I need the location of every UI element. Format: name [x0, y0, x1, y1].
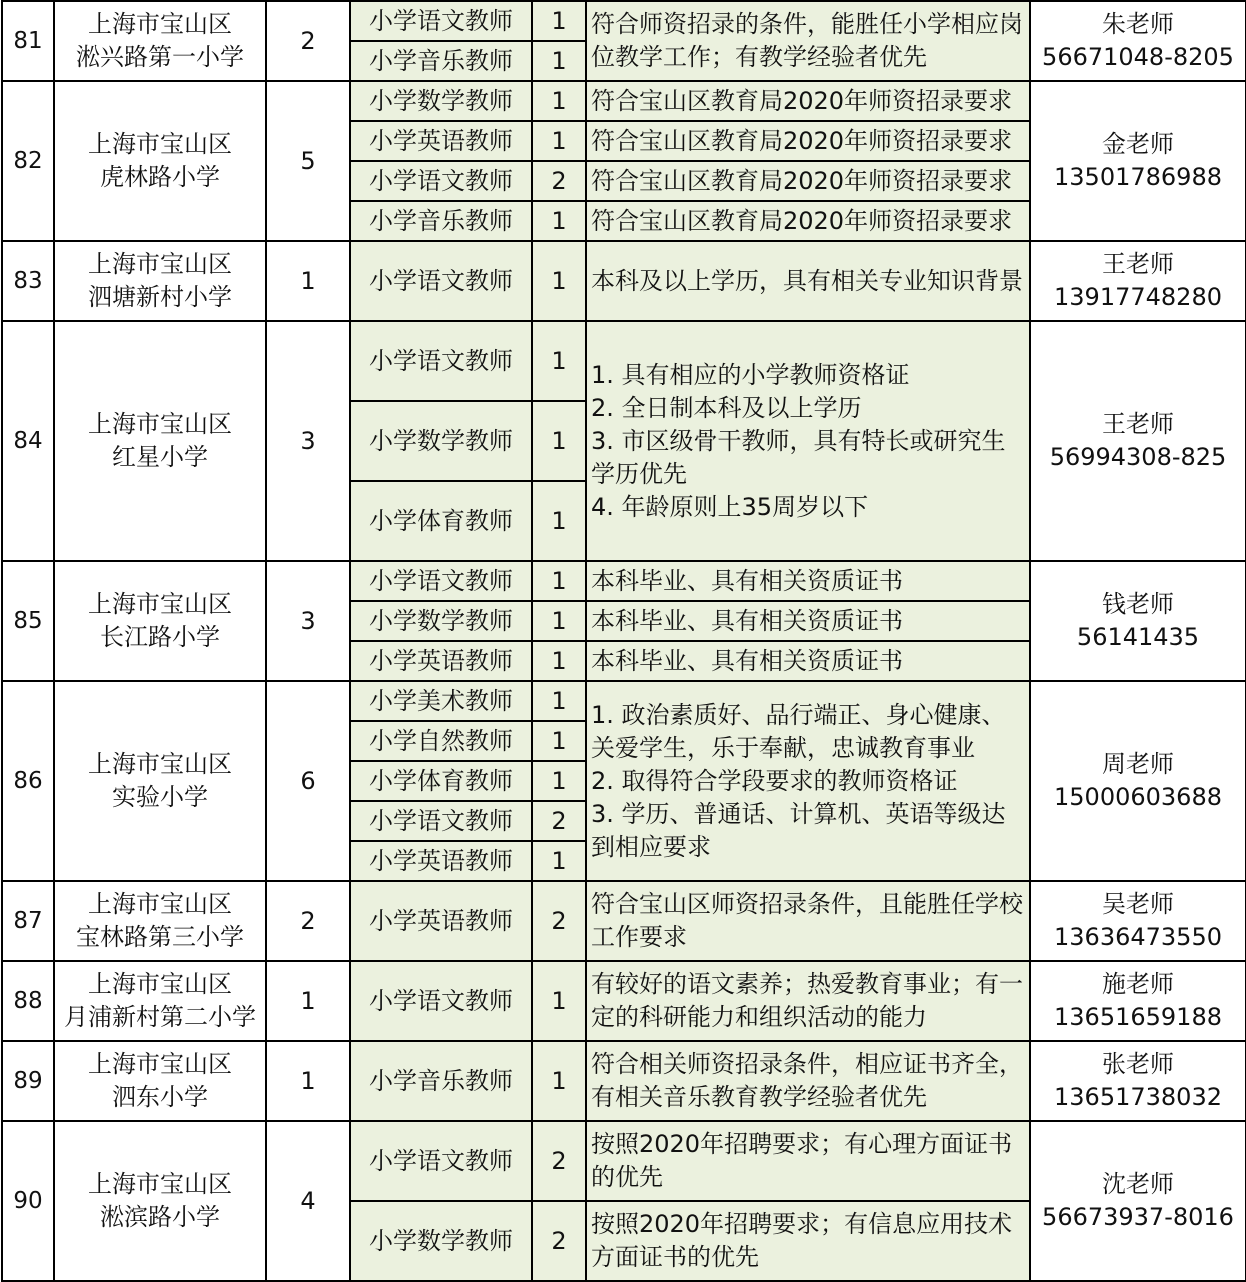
- requirement-text: 本科毕业、具有相关资质证书: [586, 561, 1030, 601]
- position-title: 小学语文教师: [350, 241, 532, 321]
- requirement-text: 符合相关师资招录条件，相应证书齐全，有相关音乐教育教学经验者优先: [586, 1041, 1030, 1121]
- position-count: 2: [532, 881, 586, 961]
- position-count: 2: [532, 801, 586, 841]
- total-count: 2: [266, 881, 350, 961]
- position-title: 小学语文教师: [350, 1, 532, 41]
- table-body: [2, 1, 1246, 1281]
- position-count: 2: [532, 1121, 586, 1201]
- position-count: 1: [532, 481, 586, 561]
- table-row: [2, 961, 1246, 1041]
- table-row: [2, 81, 1246, 121]
- position-title: 小学语文教师: [350, 1121, 532, 1201]
- row-number: 83: [2, 241, 54, 321]
- contact-info: 施老师 13651659188: [1030, 961, 1246, 1041]
- requirement-text: 按照2020年招聘要求；有心理方面证书的优先: [586, 1121, 1030, 1201]
- school-name: 上海市宝山区 红星小学: [54, 321, 266, 561]
- position-title: 小学音乐教师: [350, 201, 532, 241]
- requirement-text: 本科及以上学历，具有相关专业知识背景: [586, 241, 1030, 321]
- position-count: 2: [532, 1201, 586, 1281]
- position-title: 小学美术教师: [350, 681, 532, 721]
- position-count: 1: [532, 761, 586, 801]
- total-count: 3: [266, 321, 350, 561]
- position-title: 小学语文教师: [350, 321, 532, 401]
- position-count: 1: [532, 561, 586, 601]
- contact-info: 张老师 13651738032: [1030, 1041, 1246, 1121]
- position-count: 2: [532, 161, 586, 201]
- position-count: 1: [532, 121, 586, 161]
- row-number: 88: [2, 961, 54, 1041]
- position-title: 小学音乐教师: [350, 1041, 532, 1121]
- position-count: 1: [532, 1041, 586, 1121]
- position-count: 1: [532, 961, 586, 1041]
- requirement-text: 1. 政治素质好、品行端正、身心健康、关爱学生，乐于奉献，忠诚教育事业 2. 取得符合学段要求的教师资格证 3. 学历、普通话、计算机、英语等级达到相应要求: [586, 681, 1030, 881]
- position-title: 小学英语教师: [350, 841, 532, 881]
- position-title: 小学音乐教师: [350, 41, 532, 81]
- position-count: 1: [532, 401, 586, 481]
- table-row: [2, 1041, 1246, 1121]
- requirement-text: 1. 具有相应的小学教师资格证 2. 全日制本科及以上学历 3. 市区级骨干教师，具有特长或研究生学历优先 4. 年龄原则上35周岁以下: [586, 321, 1030, 561]
- contact-info: 王老师 56994308-825: [1030, 321, 1246, 561]
- position-count: 1: [532, 321, 586, 401]
- contact-info: 朱老师 56671048-8205: [1030, 1, 1246, 81]
- position-title: 小学英语教师: [350, 641, 532, 681]
- school-name: 上海市宝山区 泗塘新村小学: [54, 241, 266, 321]
- total-count: 1: [266, 241, 350, 321]
- position-count: 1: [532, 241, 586, 321]
- row-number: 82: [2, 81, 54, 241]
- requirement-text: 符合宝山区教育局2020年师资招录要求: [586, 201, 1030, 241]
- contact-info: 金老师 13501786988: [1030, 81, 1246, 241]
- position-count: 1: [532, 1, 586, 41]
- requirement-text: 符合宝山区师资招录条件，且能胜任学校工作要求: [586, 881, 1030, 961]
- total-count: 5: [266, 81, 350, 241]
- position-count: 1: [532, 681, 586, 721]
- row-number: 84: [2, 321, 54, 561]
- requirement-text: 本科毕业、具有相关资质证书: [586, 601, 1030, 641]
- position-title: 小学数学教师: [350, 81, 532, 121]
- position-title: 小学语文教师: [350, 161, 532, 201]
- total-count: 4: [266, 1121, 350, 1281]
- position-title: 小学英语教师: [350, 881, 532, 961]
- requirement-text: 符合宝山区教育局2020年师资招录要求: [586, 81, 1030, 121]
- position-title: 小学体育教师: [350, 761, 532, 801]
- row-number: 85: [2, 561, 54, 681]
- row-number: 89: [2, 1041, 54, 1121]
- table-row: [2, 881, 1246, 961]
- contact-info: 王老师 13917748280: [1030, 241, 1246, 321]
- position-count: 1: [532, 641, 586, 681]
- contact-info: 钱老师 56141435: [1030, 561, 1246, 681]
- total-count: 1: [266, 1041, 350, 1121]
- position-count: 1: [532, 601, 586, 641]
- position-count: 1: [532, 41, 586, 81]
- position-title: 小学数学教师: [350, 601, 532, 641]
- contact-info: 周老师 15000603688: [1030, 681, 1246, 881]
- position-title: 小学语文教师: [350, 801, 532, 841]
- position-count: 1: [532, 841, 586, 881]
- requirement-text: 符合师资招录的条件，能胜任小学相应岗位教学工作；有教学经验者优先: [586, 1, 1030, 81]
- position-title: 小学英语教师: [350, 121, 532, 161]
- table-row: [2, 1, 1246, 41]
- position-title: 小学数学教师: [350, 401, 532, 481]
- row-number: 87: [2, 881, 54, 961]
- table-row: [2, 241, 1246, 321]
- total-count: 2: [266, 1, 350, 81]
- recruitment-table: [1, 0, 1246, 1282]
- position-title: 小学语文教师: [350, 561, 532, 601]
- position-title: 小学语文教师: [350, 961, 532, 1041]
- table-row: [2, 681, 1246, 721]
- row-number: 90: [2, 1121, 54, 1281]
- table-row: [2, 321, 1246, 401]
- school-name: 上海市宝山区 长江路小学: [54, 561, 266, 681]
- table-row: [2, 1121, 1246, 1201]
- requirement-text: 有较好的语文素养；热爱教育事业；有一定的科研能力和组织活动的能力: [586, 961, 1030, 1041]
- contact-info: 吴老师 13636473550: [1030, 881, 1246, 961]
- school-name: 上海市宝山区 淞滨路小学: [54, 1121, 266, 1281]
- school-name: 上海市宝山区 宝林路第三小学: [54, 881, 266, 961]
- position-title: 小学自然教师: [350, 721, 532, 761]
- total-count: 6: [266, 681, 350, 881]
- position-title: 小学体育教师: [350, 481, 532, 561]
- position-count: 1: [532, 81, 586, 121]
- contact-info: 沈老师 56673937-8016: [1030, 1121, 1246, 1281]
- position-title: 小学数学教师: [350, 1201, 532, 1281]
- requirement-text: 符合宝山区教育局2020年师资招录要求: [586, 121, 1030, 161]
- position-count: 1: [532, 721, 586, 761]
- position-count: 1: [532, 201, 586, 241]
- requirement-text: 按照2020年招聘要求；有信息应用技术方面证书的优先: [586, 1201, 1030, 1281]
- row-number: 86: [2, 681, 54, 881]
- total-count: 3: [266, 561, 350, 681]
- row-number: 81: [2, 1, 54, 81]
- school-name: 上海市宝山区 实验小学: [54, 681, 266, 881]
- requirement-text: 本科毕业、具有相关资质证书: [586, 641, 1030, 681]
- school-name: 上海市宝山区 泗东小学: [54, 1041, 266, 1121]
- table-row: [2, 561, 1246, 601]
- school-name: 上海市宝山区 月浦新村第二小学: [54, 961, 266, 1041]
- total-count: 1: [266, 961, 350, 1041]
- requirement-text: 符合宝山区教育局2020年师资招录要求: [586, 161, 1030, 201]
- school-name: 上海市宝山区 虎林路小学: [54, 81, 266, 241]
- school-name: 上海市宝山区 淞兴路第一小学: [54, 1, 266, 81]
